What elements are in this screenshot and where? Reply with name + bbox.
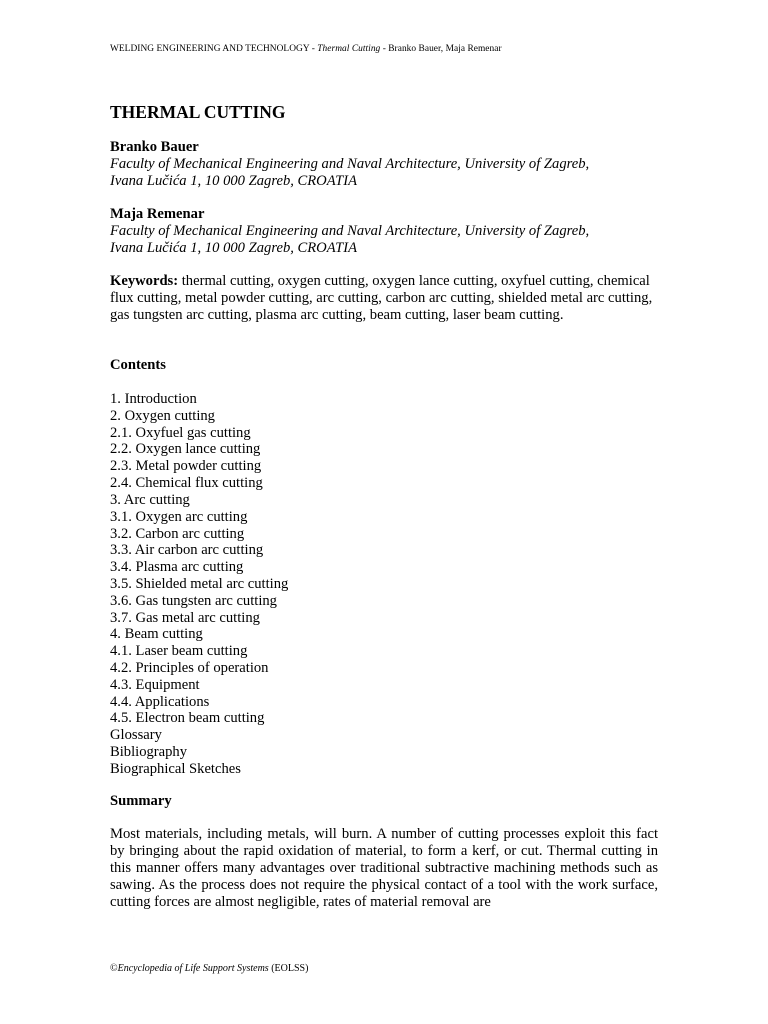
summary-paragraph: Most materials, including metals, will burn. A number of cutting processes exploit this fact by bringing about the rapid oxidation of material, to form a kerf, or cut. Thermal cutting in this manner offers many advantages over traditional subtractive machining methods such as sawing. As the process does not require the physical contact of a tool with the work surface, cutting forces are almost negligible, rates of material removal are [110, 826, 658, 910]
author-name: Branko Bauer [110, 139, 199, 155]
footer-publication: Encyclopedia of Life Support Systems [117, 963, 269, 974]
document-title: THERMAL CUTTING [110, 102, 286, 122]
author-affiliation-line1: Faculty of Mechanical Engineering and Naval Architecture, University of Zagreb, [110, 223, 590, 239]
toc-item: 3. Arc cutting [110, 491, 190, 508]
toc-item: 2.3. Metal powder cutting [110, 458, 262, 475]
table-of-contents [110, 391, 288, 778]
author-name: Maja Remenar [110, 206, 205, 222]
footer-abbreviation: (EOLSS) [268, 963, 309, 974]
toc-item: Glossary [110, 727, 162, 744]
keywords-text: thermal cutting, oxygen cutting, oxygen lance cutting, oxyfuel cutting, chemical flux cutting, metal powder cutting, arc cutting, carbon arc cutting, shielded metal arc cutting, gas tungsten arc cutting, plasma arc cutting, beam cutting, laser beam cutting. [110, 273, 653, 323]
toc-item: 1. Introduction [110, 391, 197, 407]
toc-item: 4.1. Laser beam cutting [110, 643, 248, 660]
contents-heading: Contents [110, 357, 166, 373]
toc-item: Biographical Sketches [110, 760, 241, 777]
toc-item: 3.2. Carbon arc cutting [110, 525, 245, 542]
author-affiliation-line2: Ivana Lučića 1, 10 000 Zagreb, CROATIA [110, 173, 357, 189]
toc-item: 4. Beam cutting [110, 626, 203, 643]
toc-item: 3.6. Gas tungsten arc cutting [110, 592, 277, 609]
toc-item: 2.1. Oxyfuel gas cutting [110, 424, 251, 441]
author-block-1 [110, 139, 660, 190]
page-footer [110, 963, 308, 974]
header-series: WELDING ENGINEERING AND TECHNOLOGY - [110, 44, 318, 54]
toc-item: 2. Oxygen cutting [110, 407, 215, 424]
footer-copyright-symbol: © [110, 963, 118, 974]
header-authors: - Branko Bauer, Maja Remenar [380, 44, 502, 54]
keywords-label: Keywords: [110, 273, 179, 289]
toc-item: 4.5. Electron beam cutting [110, 710, 265, 727]
toc-item: 3.4. Plasma arc cutting [110, 559, 244, 576]
toc-item: 3.3. Air carbon arc cutting [110, 542, 264, 559]
author-affiliation-line1: Faculty of Mechanical Engineering and Naval Architecture, University of Zagreb, [110, 156, 590, 172]
toc-item: 4.4. Applications [110, 693, 210, 710]
toc-item: 3.5. Shielded metal arc cutting [110, 575, 289, 592]
summary-heading: Summary [110, 793, 172, 809]
toc-item: 4.2. Principles of operation [110, 660, 269, 676]
toc-item: 3.1. Oxygen arc cutting [110, 508, 248, 525]
header-topic: Thermal Cutting [317, 44, 381, 54]
keywords-paragraph [110, 273, 655, 324]
toc-item: 2.2. Oxygen lance cutting [110, 441, 261, 458]
author-affiliation-line2: Ivana Lučića 1, 10 000 Zagreb, CROATIA [110, 240, 357, 256]
toc-item: 2.4. Chemical flux cutting [110, 475, 263, 492]
author-block-2 [110, 206, 660, 257]
toc-item: 4.3. Equipment [110, 676, 200, 693]
running-header [110, 44, 502, 54]
toc-item: 3.7. Gas metal arc cutting [110, 609, 260, 626]
toc-item: Bibliography [110, 744, 188, 761]
